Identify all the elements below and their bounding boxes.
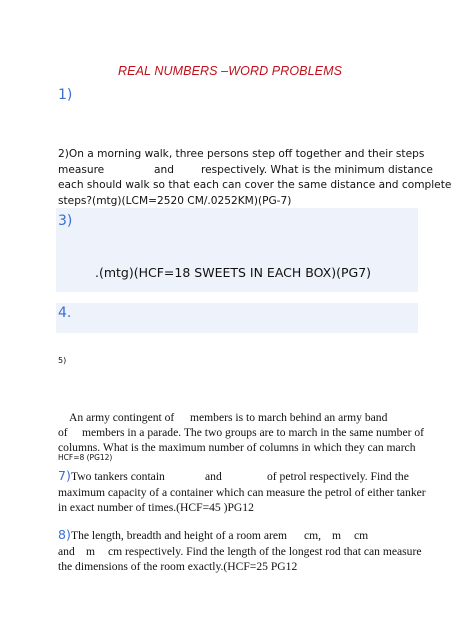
question-2-line-4: steps?(mtg)(LCM=2520 CM/.0252KM)(PG-7) [58, 194, 292, 207]
question-6-line-1b: members is to march behind an army band [190, 411, 388, 424]
question-8-number: 8) [58, 527, 71, 542]
question-2-line-1: 2)On a morning walk, three persons step off together and their steps [58, 148, 425, 160]
question-3-number: 3) [58, 213, 73, 229]
question-6-line-1a: An army contingent of [69, 411, 175, 424]
question-7-line-3: in exact number of times.(HCF=45 )PG12 [58, 501, 254, 514]
question-2-line-2b: and [154, 163, 174, 176]
question-6-note: HCF=8 (PG12) [58, 453, 113, 462]
question-7 [58, 469, 428, 516]
question-8-line-2 [58, 544, 428, 560]
question-4-number: 4. [58, 305, 72, 321]
question-7-line-1b: and [205, 470, 222, 483]
question-8-line-2c: cm respectively. Find the length of the longest rod that can measure [108, 544, 422, 558]
question-2 [58, 147, 451, 209]
question-8-line-1b: m [278, 529, 288, 542]
question-7-line-2: maximum capacity of a container which can measure the petrol of either tanker [58, 485, 426, 499]
question-8-line-2b: m [86, 544, 96, 558]
question-8-line-2a: and [58, 544, 75, 558]
question-7-line-1c: of petrol respectively. Find the [267, 470, 409, 483]
question-1-number: 1) [58, 87, 73, 103]
question-8-line-1a: The length, breadth and height of a room are [71, 529, 279, 542]
question-6-line-1 [58, 410, 418, 425]
question-6-line-2a: of [58, 426, 68, 439]
question-8-line-1e: cm [354, 529, 369, 542]
question-5-number: 5) [58, 356, 67, 365]
page-title: REAL NUMBERS –WORD PROBLEMS [118, 64, 343, 78]
question-2-line-3: each should walk so that each can cover the same distance and complete [58, 179, 452, 191]
question-2-line-2a: measure [58, 163, 105, 176]
question-4-box [56, 303, 418, 333]
question-8-line-1 [58, 528, 428, 544]
question-2-line-2 [58, 163, 451, 179]
question-7-line-1 [58, 469, 428, 485]
question-8-line-1d: m [332, 529, 342, 542]
question-7-number: 7) [58, 468, 71, 483]
question-8-line-3: the dimensions of the room exactly.(HCF=25 PG12 [58, 560, 298, 573]
question-2-line-2c: respectively. What is the minimum distance [201, 163, 433, 176]
question-6-line-2b: members in a parade. The two groups are to march in the same number of [82, 426, 425, 439]
question-6-line-2 [58, 425, 425, 440]
question-7-line-1a: Two tankers contain [71, 470, 165, 483]
question-8 [58, 528, 428, 575]
question-6 [58, 410, 425, 455]
question-8-line-1c: cm, [304, 529, 322, 542]
question-3-answer: .(mtg)(HCF=18 SWEETS IN EACH BOX)(PG7) [95, 265, 372, 280]
question-6-line-3: columns. What is the maximum number of columns in which they can march [58, 441, 416, 454]
